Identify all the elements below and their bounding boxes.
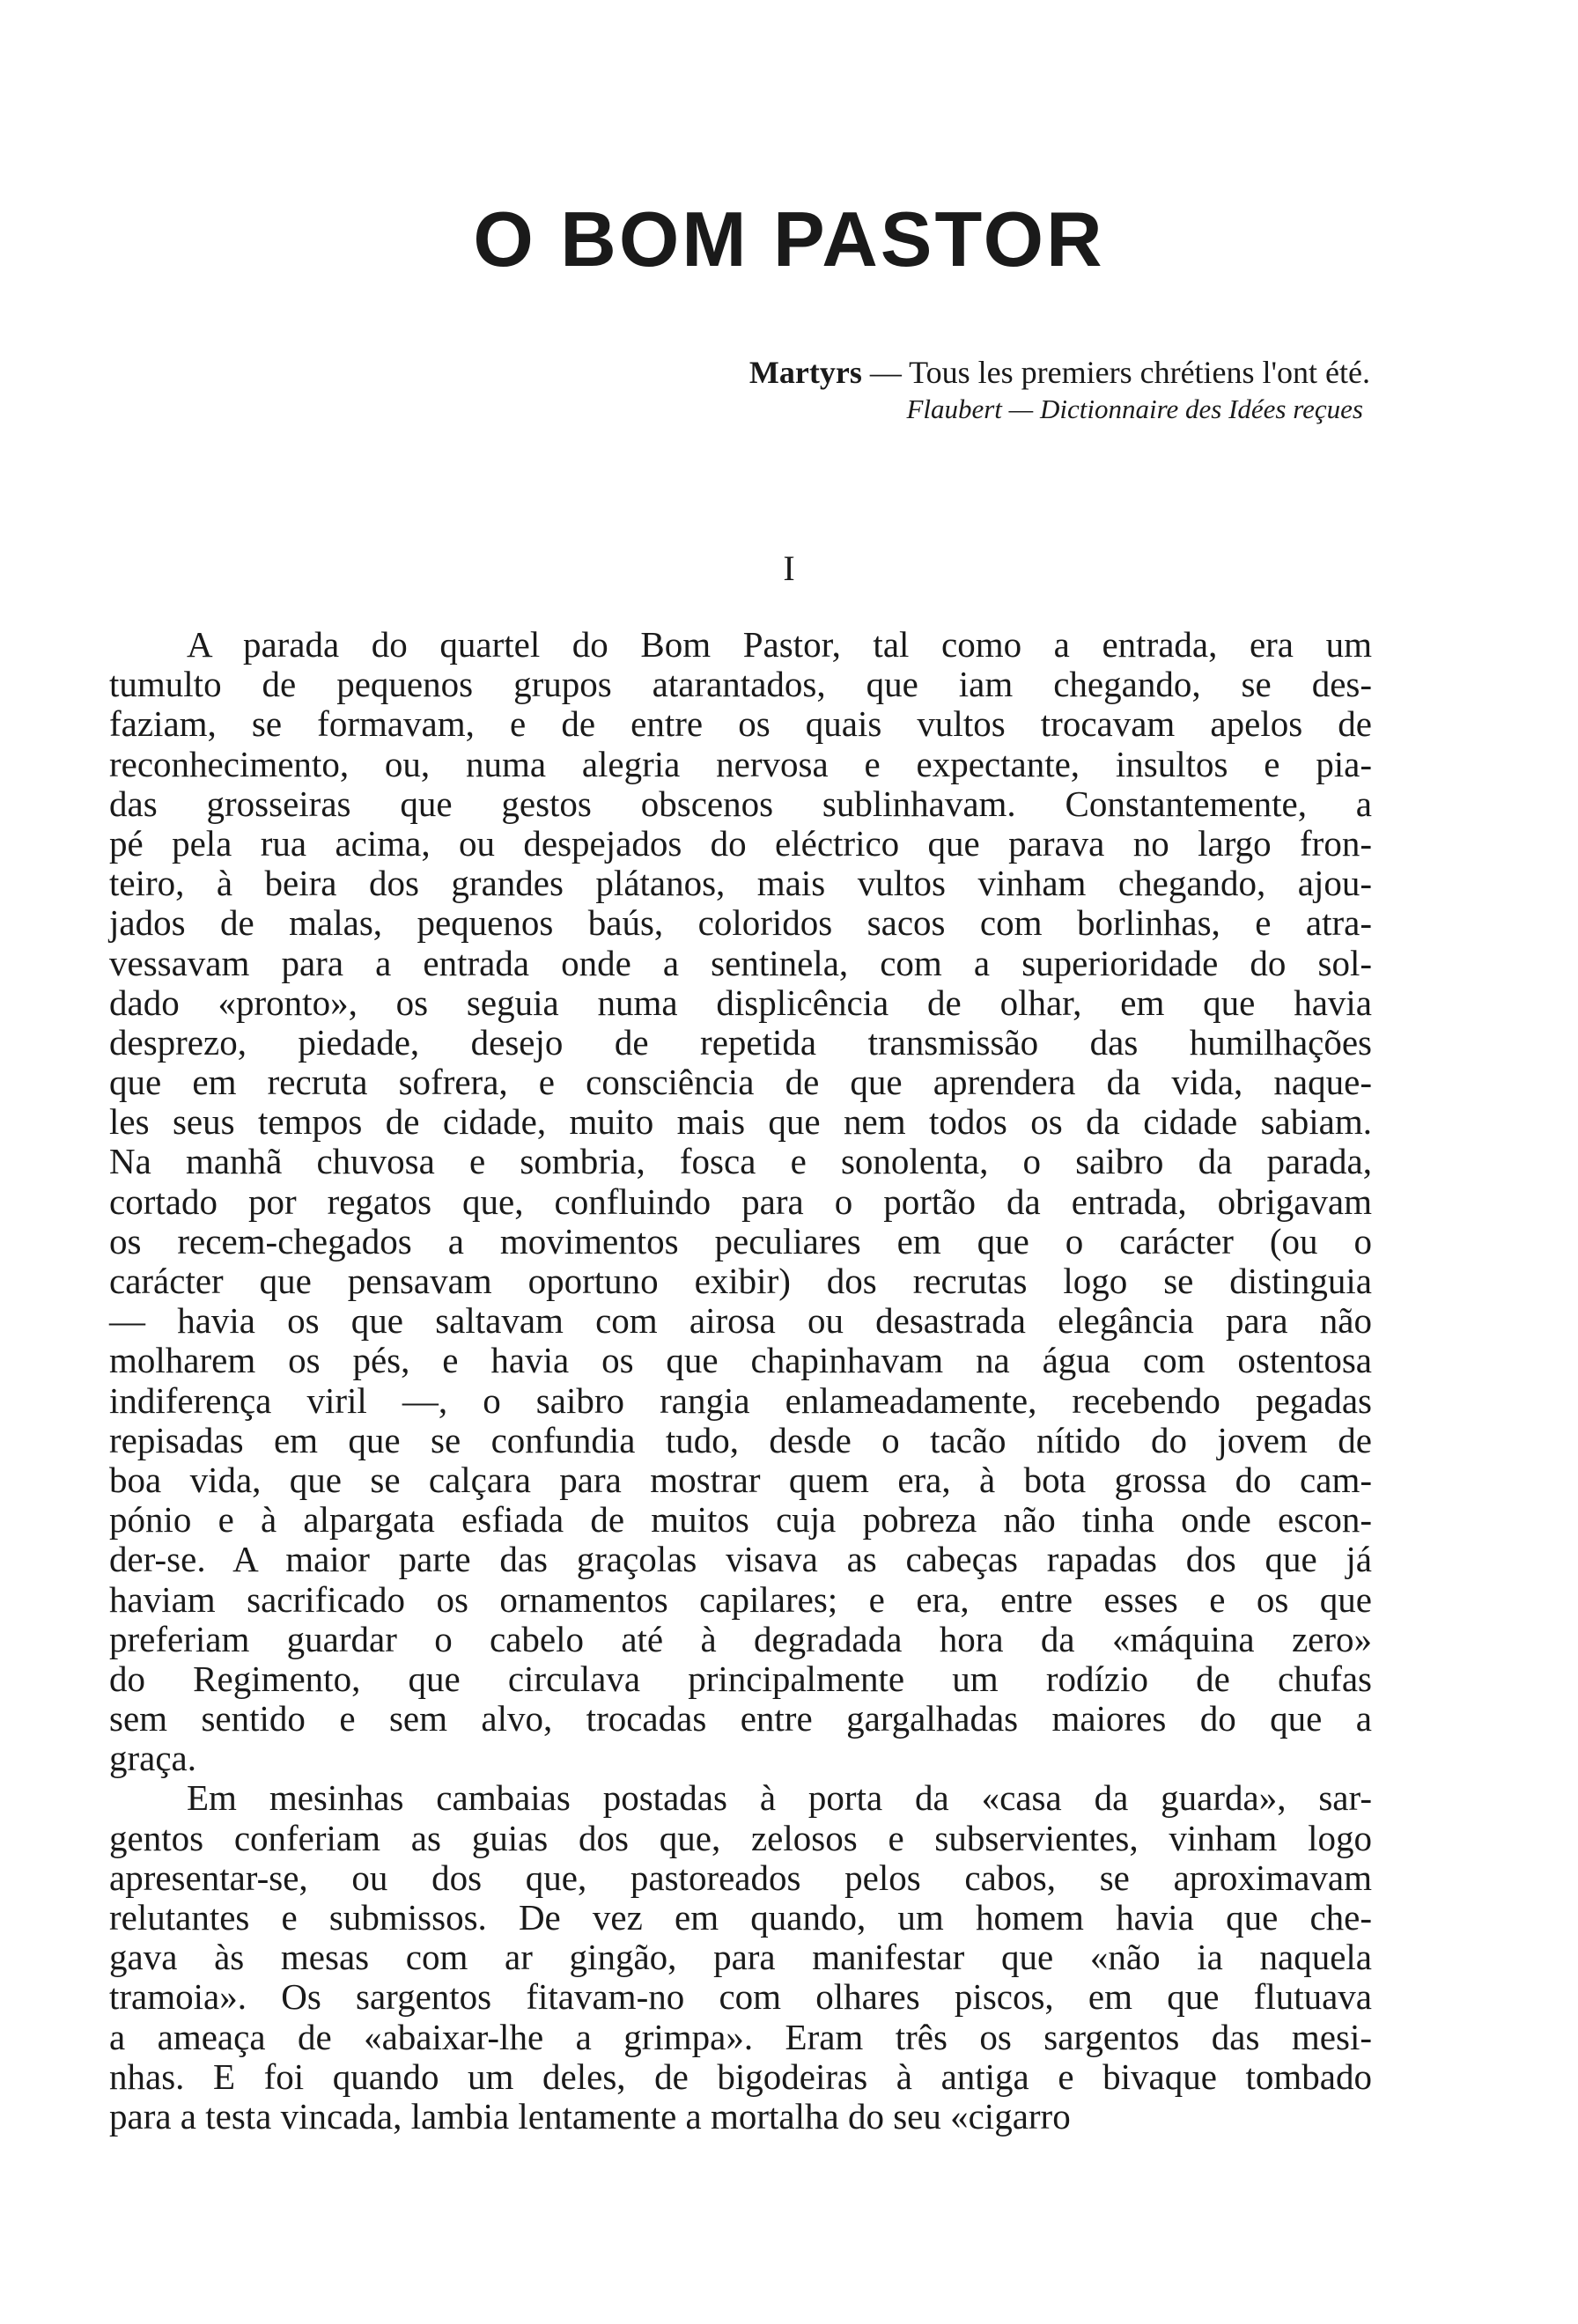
text-line: gentos conferiam as guias dos que, zelosos e subservientes, vinham logo <box>109 1817 1372 1858</box>
text-line: preferiam guardar o cabelo até à degradada hora da «máquina zero» <box>109 1618 1372 1659</box>
paragraph <box>109 1778 1372 2136</box>
text-line: a ameaça de «abaixar-lhe a grimpa». Eram três os sargentos das mesi- <box>109 2016 1372 2057</box>
text-line: nhas. E foi quando um deles, de bigodeiras à antiga e bivaque tombado <box>109 2056 1372 2097</box>
text-line: graça. <box>109 1738 196 1779</box>
section-number: I <box>783 548 795 588</box>
text-line: les seus tempos de cidade, muito mais que nem todos os da cidade sabiam. <box>109 1101 1372 1143</box>
text-line: carácter que pensavam oportuno exibir) dos recrutas logo se distinguia <box>109 1261 1372 1301</box>
text-line: pónio e à alpargata esfiada de muitos cuja pobreza não tinha onde escon- <box>109 1499 1372 1541</box>
text-line: os recem-chegados a movimentos peculiares em que o carácter (ou o <box>109 1220 1372 1261</box>
text-line: do Regimento, que circulava principalmente um rodízio de chufas <box>109 1658 1372 1699</box>
chapter-title: O BOM PASTOR <box>473 195 1105 283</box>
text-line: das grosseiras que gestos obscenos sublinhavam. Constantemente, a <box>109 783 1372 824</box>
text-line: boa vida, que se calçara para mostrar quem era, à bota grossa do cam- <box>109 1459 1372 1500</box>
text-line: para a testa vincada, lambia lentamente a mortalha do seu «cigarro <box>109 2095 1071 2136</box>
epigraph-word: Martyrs <box>748 355 862 390</box>
text-line: teiro, à beira dos grandes plátanos, mais vultos vinham chegando, ajou- <box>109 863 1372 904</box>
text-line: apresentar-se, ou dos que, pastoreados pelos cabos, se aproximavam <box>109 1857 1372 1898</box>
text-line: relutantes e submissos. De vez em quando, um homem havia que che- <box>109 1897 1372 1938</box>
epigraph <box>749 354 1370 428</box>
text-line: pé pela rua acima, ou despejados do eléctrico que parava no largo fron- <box>109 822 1372 864</box>
epigraph-source: Flaubert — Dictionnaire des Idées reçues <box>906 393 1363 424</box>
epigraph-definition: — Tous les premiers chrétiens l'ont été. <box>861 355 1370 390</box>
text-line: que em recruta sofrera, e consciência de que aprendera da vida, naque- <box>109 1062 1372 1103</box>
text-line: molharem os pés, e havia os que chapinhavam na água com ostentosa <box>109 1340 1372 1381</box>
text-line: haviam sacrificado os ornamentos capilares; e era, entre esses e os que <box>109 1578 1372 1620</box>
text-line: A parada do quartel do Bom Pastor, tal como a entrada, era um <box>187 624 1372 665</box>
text-line: der-se. A maior parte das graçolas visava as cabeças rapadas dos que já <box>109 1539 1372 1580</box>
text-line: Na manhã chuvosa e sombria, fosca e sonolenta, o saibro da parada, <box>109 1141 1372 1182</box>
body-text <box>109 625 1372 2136</box>
text-line: — havia os que saltavam com airosa ou desastrada elegância para não <box>109 1300 1372 1342</box>
text-line: repisadas em que se confundia tudo, desde o tacão nítido do jovem de <box>109 1419 1372 1460</box>
text-line: faziam, se formavam, e de entre os quais vultos trocavam apelos de <box>109 703 1372 745</box>
text-line: sem sentido e sem alvo, trocadas entre gargalhadas maiores do que a <box>109 1698 1372 1739</box>
text-line: jados de malas, pequenos baús, coloridos sacos com borlinhas, e atra- <box>109 902 1372 944</box>
text-line: Em mesinhas cambaias postadas à porta da «casa da guarda», sar- <box>187 1777 1372 1819</box>
text-line: gava às mesas com ar gingão, para manifestar que «não ia naquela <box>109 1937 1372 1978</box>
text-line: desprezo, piedade, desejo de repetida transmissão das humilhações <box>109 1021 1372 1063</box>
text-line: tumulto de pequenos grupos atarantados, que iam chegando, se des- <box>109 664 1372 705</box>
epigraph-quote <box>749 354 1370 391</box>
text-line: indiferença viril —, o saibro rangia enlameadamente, recebendo pegadas <box>109 1379 1372 1421</box>
text-line: cortado por regatos que, confluindo para o portão da entrada, obrigavam <box>109 1180 1372 1222</box>
text-line: vessavam para a entrada onde a sentinela, com a superioridade do sol- <box>109 942 1372 983</box>
paragraph <box>109 625 1372 1778</box>
text-line: tramoia». Os sargentos fitavam-no com olhares piscos, em que flutuava <box>109 1976 1372 2018</box>
text-line: reconhecimento, ou, numa alegria nervosa e expectante, insultos e pia- <box>109 743 1372 784</box>
text-line: dado «pronto», os seguia numa displicência de olhar, em que havia <box>109 982 1372 1023</box>
